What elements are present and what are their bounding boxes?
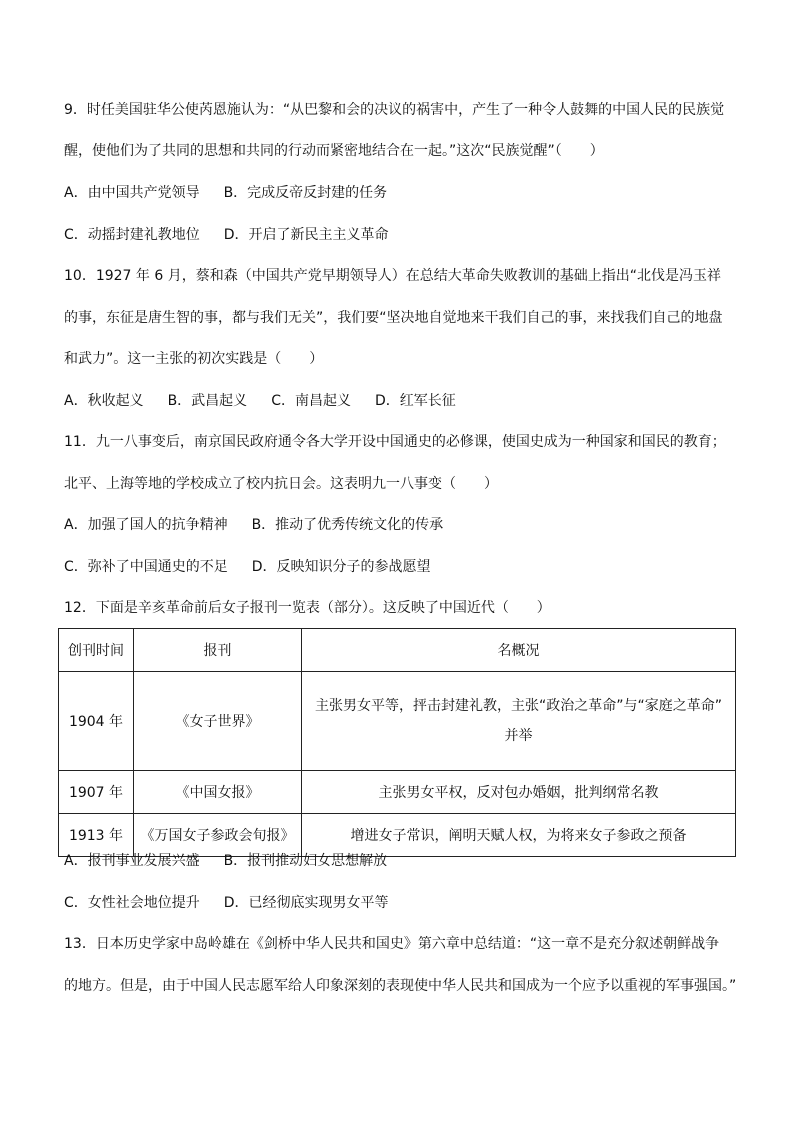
header-periodical: 报刊 — [134, 629, 302, 672]
q12-option-c[interactable]: C．女性社会地位提升 — [64, 895, 200, 911]
q11-option-c[interactable]: C．弥补了中国通史的不足 — [64, 559, 228, 575]
q9-option-d[interactable]: D．开启了新民主主义革命 — [223, 227, 389, 243]
q10-option-c[interactable]: C．南昌起义 — [271, 393, 351, 409]
q9-option-b[interactable]: B．完成反帝反封建的任务 — [223, 185, 388, 201]
q12-option-b[interactable]: B．报刊推动妇女思想解放 — [223, 853, 388, 869]
table-header-row — [59, 629, 736, 672]
table-row — [59, 771, 736, 814]
q9-options-row1 — [64, 183, 387, 203]
q11-stem-line2: 北平、上海等地的学校成立了校内抗日会。这表明九一八事变（ ） — [64, 476, 498, 492]
header-founded-time: 创刊时间 — [59, 629, 134, 672]
q13-stem-line2: 的地方。但是，由于中国人民志愿军给人印象深刻的表现使中华人民共和国成为一个应予以重视的军事强国。” — [64, 978, 737, 994]
q11-stem-line1: 11．九一八事变后，南京国民政府通令各大学开设中国通史的必修课，使国史成为一种国家和国民的教育； — [64, 434, 726, 450]
women-periodicals-table — [58, 628, 736, 857]
q9-options-row2 — [64, 225, 389, 245]
q11-option-a[interactable]: A．加强了国人的抗争精神 — [64, 517, 228, 533]
q10-option-a[interactable]: A．秋收起义 — [64, 393, 144, 409]
q9-stem-line1: 9．时任美国驻华公使芮恩施认为：“从巴黎和会的决议的祸害中，产生了一种令人鼓舞的中国人民的民族觉 — [64, 102, 725, 118]
q10-option-b[interactable]: B．武昌起义 — [167, 393, 248, 409]
q9-stem-line2: 醒，使他们为了共同的思想和共同的行动而紧密地结合在一起。”这次“民族觉醒”（ ） — [64, 143, 604, 159]
q12-options-row2 — [64, 893, 389, 913]
q10-stem-line1: 10．1927 年 6 月，蔡和森（中国共产党早期领导人）在总结大革命失败教训的基础上指出“北伐是冯玉祥 — [64, 268, 721, 284]
q10-stem-line2: 的事，东征是唐生智的事，都与我们无关”，我们要“坚决地自觉地来干我们自己的事，来找我们自己的地盘 — [64, 310, 723, 326]
q12-options-row1 — [64, 851, 387, 871]
row1-desc — [302, 672, 736, 771]
q10-stem-line3: 和武力”。这一主张的初次实践是（ ） — [64, 351, 324, 367]
q12-option-a[interactable]: A．报刊事业发展兴盛 — [64, 853, 200, 869]
q9-option-a[interactable]: A．由中国共产党领导 — [64, 185, 200, 201]
header-overview: 名概况 — [302, 629, 736, 672]
row3-year: 1913 年 — [59, 814, 134, 857]
q13-stem-line1: 13．日本历史学家中岛岭雄在《剑桥中华人民共和国史》第六章中总结道：“这一章不是充分叙述朝鲜战争 — [64, 936, 720, 952]
row1-desc-line1: 主张男女平等，抨击封建礼教，主张“政治之革命”与“家庭之革命” — [314, 698, 722, 714]
q9-option-c[interactable]: C．动摇封建礼教地位 — [64, 227, 200, 243]
row2-year: 1907 年 — [59, 771, 134, 814]
q11-options-row1 — [64, 515, 443, 535]
row1-desc-line2: 并举 — [504, 728, 533, 744]
row1-year: 1904 年 — [59, 672, 134, 771]
q11-option-d[interactable]: D．反映知识分子的参战愿望 — [251, 559, 431, 575]
row3-desc: 增进女子常识，阐明天赋人权，为将来女子参政之预备 — [302, 814, 736, 857]
row2-desc: 主张男女平权，反对包办婚姻，批判纲常名教 — [302, 771, 736, 814]
q11-option-b[interactable]: B．推动了优秀传统文化的传承 — [251, 517, 444, 533]
q12-stem-line1: 12．下面是辛亥革命前后女子报刊一览表（部分）。这反映了中国近代（ ） — [64, 600, 551, 616]
row1-name: 《女子世界》 — [134, 672, 302, 771]
q10-option-d[interactable]: D．红军长征 — [374, 393, 456, 409]
row2-name: 《中国女报》 — [134, 771, 302, 814]
row3-name: 《万国女子参政会旬报》 — [134, 814, 302, 857]
q11-options-row2 — [64, 557, 431, 577]
q12-option-d[interactable]: D．已经彻底实现男女平等 — [223, 895, 389, 911]
q10-options-row — [64, 391, 456, 411]
table-row — [59, 672, 736, 771]
